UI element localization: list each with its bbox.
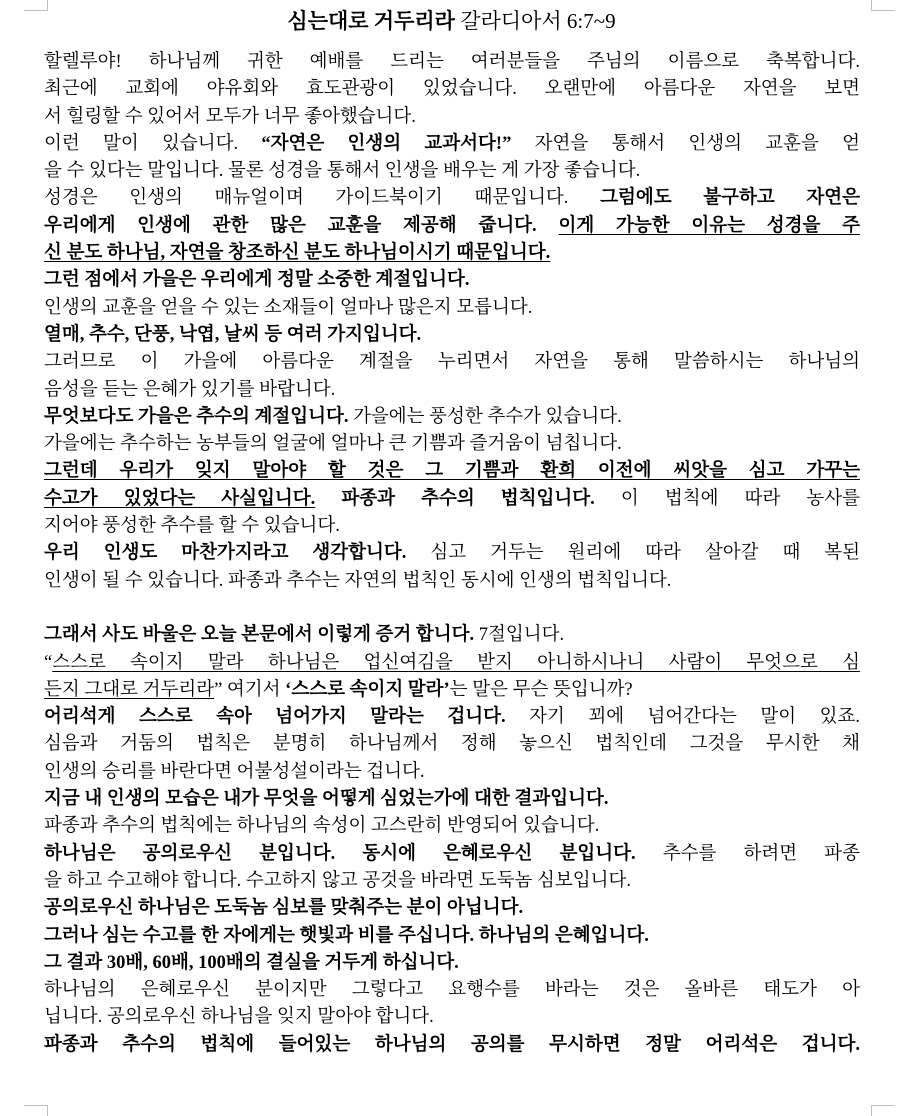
text-line — [44, 295, 860, 322]
text-line — [44, 158, 860, 185]
text-run: 수고가 있었다는 사실입니다. — [44, 488, 316, 509]
text-run: 지어야 풍성한 추수를 할 수 있습니다. — [44, 516, 340, 537]
text-line — [44, 267, 860, 294]
text-run: 공의로우신 하나님은 도둑놈 심보를 맞춰주는 분이 아닙니다. — [44, 898, 524, 919]
text-line — [44, 322, 860, 349]
text-run: 음성을 듣는 은혜가 있기를 바랍니다. — [44, 379, 336, 400]
text-line — [44, 131, 860, 158]
blank-line — [44, 595, 860, 622]
text-line — [44, 677, 860, 704]
text-run: 무엇보다도 가을은 추수의 계절입니다. — [44, 406, 349, 427]
text-line — [44, 404, 860, 431]
text-run: 든지 그대로 거두리라 — [44, 679, 215, 700]
text-run: 닙니다. 공의로우신 하나님을 잊지 말아야 합니다. — [44, 1007, 434, 1028]
text-line — [44, 458, 860, 485]
text-run: 성경은 인생의 매뉴얼이며 가이드북이기 때문입니다. — [44, 188, 601, 209]
text-line — [44, 950, 860, 977]
text-line — [44, 977, 860, 1004]
text-run: 그런 점에서 가을은 우리에게 정말 소중한 계절입니다. — [44, 270, 470, 291]
text-line — [44, 731, 860, 758]
text-run: 이게 가능한 이유는 성경을 주 — [558, 215, 860, 236]
text-line — [44, 513, 860, 540]
text-run: 파종과 추수의 법칙에 들어있는 하나님의 공의를 무시하면 정말 어리석은 겁니다. — [44, 1034, 860, 1055]
text-line — [44, 895, 860, 922]
text-run: 7절입니다. — [474, 625, 565, 646]
text-line — [44, 104, 860, 131]
text-run: 그럼에도 불구하고 자연은 — [600, 188, 860, 209]
text-run: 파종과 추수의 법칙입니다. — [341, 488, 595, 509]
text-line — [44, 185, 860, 212]
text-line — [44, 622, 860, 649]
text-line — [44, 349, 860, 376]
document-title — [44, 6, 859, 36]
text-line — [44, 486, 860, 513]
text-run: 그런데 우리가 잊지 말아야 할 것은 그 기쁨과 환희 이전에 씨앗을 심고 가꾸는 — [44, 461, 860, 482]
page-corner-mark-top-right — [871, 0, 895, 11]
text-run: 심고 거두는 원리에 따라 살아갈 때 복된 — [406, 543, 860, 564]
text-line — [44, 1032, 860, 1059]
text-run: 심는대로 거두리라 — [287, 9, 455, 33]
text-run: 인생의 교훈을 얻을 수 있는 소재들이 얼마나 많은지 모릅니다. — [44, 297, 533, 318]
text-run: 이런 말이 있습니다. — [44, 133, 262, 154]
text-run: 가을에는 추수하는 농부들의 얼굴에 얼마나 큰 기쁨과 즐거움이 넘칩니다. — [44, 434, 622, 455]
text-line — [44, 841, 860, 868]
text-run: 우리에게 인생에 관한 많은 교훈을 제공해 줍니다. — [44, 215, 559, 236]
text-line — [44, 76, 860, 103]
text-line — [44, 240, 860, 267]
text-run: 하나님은 공의로우신 분입니다. 동시에 은혜로우신 분입니다. — [44, 843, 636, 864]
text-run: 우리 인생도 마찬가지라고 생각합니다. — [44, 543, 407, 564]
text-line — [44, 759, 860, 786]
text-line — [44, 813, 860, 840]
text-run: 그러나 심는 수고를 한 자에게는 햇빛과 비를 주십니다. 하나님의 은혜입니다. — [44, 925, 649, 946]
text-line — [44, 213, 860, 240]
text-line — [44, 49, 860, 76]
text-run: 스스로 속이지 말라 하나님은 업신여김을 받지 아니하시나니 사람이 무엇으로 심 — [52, 652, 860, 673]
text-line — [44, 431, 860, 458]
text-run: 할렐루야! 하나님께 귀한 예배를 드리는 여러분들을 주님의 이름으로 축복합니다. — [44, 52, 860, 72]
page-corner-mark-bottom-right — [871, 1105, 895, 1116]
text-run: 자기 꾀에 넘어간다는 말이 있죠. — [505, 707, 860, 728]
text-run: “자연은 인생의 교과서다!” — [261, 133, 512, 154]
text-line — [44, 868, 860, 895]
text-run: “ — [44, 652, 53, 673]
text-run: 을 하고 수고해야 합니다. 수고하지 않고 공것을 바라면 도둑놈 심보입니다. — [44, 870, 632, 891]
text-run: ‘스스로 속이지 말라’ — [285, 679, 450, 700]
text-run: 인생이 될 수 있습니다. 파종과 추수는 자연의 법칙인 동시에 인생의 법칙입니다. — [44, 570, 672, 591]
text-line — [44, 540, 860, 567]
text-run: 자연을 통해서 인생의 교훈을 얻 — [511, 133, 860, 154]
text-line — [44, 377, 860, 404]
text-run: 서 힐링할 수 있어서 모두가 너무 좋아했습니다. — [44, 106, 416, 127]
text-run: 인생의 승리를 바란다면 어불성설이라는 겁니다. — [44, 761, 425, 782]
text-run: 을 수 있다는 말입니다. 물론 성경을 통해서 인생을 배우는 게 가장 좋습니다. — [44, 161, 641, 182]
text-run: 그 결과 30배, 60배, 100배의 결실을 거두게 하십니다. — [44, 952, 459, 973]
text-run: 지금 내 인생의 모습은 내가 무엇을 어떻게 심었는가에 대한 결과입니다. — [44, 789, 609, 810]
text-run: 그러므로 이 가을에 아름다운 계절을 누리면서 자연을 통해 말씀하시는 하나님의 — [44, 352, 860, 373]
text-run: 하나님의 은혜로우신 분이지만 그렇다고 요행수를 바라는 것은 올바른 태도가 아 — [44, 980, 860, 1001]
text-line — [44, 1004, 860, 1031]
document-body — [44, 49, 860, 1059]
text-run: 그래서 사도 바울은 오늘 본문에서 이렇게 증거 합니다. — [44, 625, 475, 646]
text-run: 는 말은 무슨 뜻입니까? — [449, 679, 633, 700]
text-run: 심음과 거둠의 법칙은 분명히 하나님께서 정해 놓으신 법칙인데 그것을 무시한 채 — [44, 734, 860, 755]
text-run: 신 분도 하나님, 자연을 창조하신 분도 하나님이시기 때문입니다. — [44, 243, 551, 264]
text-run: 갈라디아서 6:7~9 — [454, 9, 616, 33]
text-line — [44, 650, 860, 677]
text-run: 어리석게 스스로 속아 넘어가지 말라는 겁니다. — [44, 707, 506, 728]
text-run: 가을에는 풍성한 추수가 있습니다. — [348, 406, 622, 427]
text-run — [315, 489, 341, 509]
text-run: ” 여기서 — [214, 679, 286, 700]
text-line — [44, 923, 860, 950]
text-run: 열매, 추수, 단풍, 낙엽, 날씨 등 여러 가지입니다. — [44, 324, 422, 345]
text-run: 최근에 교회에 야유회와 효도관광이 있었습니다. 오랜만에 아름다운 자연을 보면 — [44, 79, 860, 100]
text-line — [44, 786, 860, 813]
text-run: 파종과 추수의 법칙에는 하나님의 속성이 고스란히 반영되어 있습니다. — [44, 816, 600, 837]
page-corner-mark-bottom-left — [24, 1105, 48, 1116]
text-run: 이 법칙에 따라 농사를 — [594, 488, 860, 509]
text-line — [44, 568, 860, 595]
text-run: 추수를 하려면 파종 — [635, 843, 860, 864]
text-line — [44, 704, 860, 731]
